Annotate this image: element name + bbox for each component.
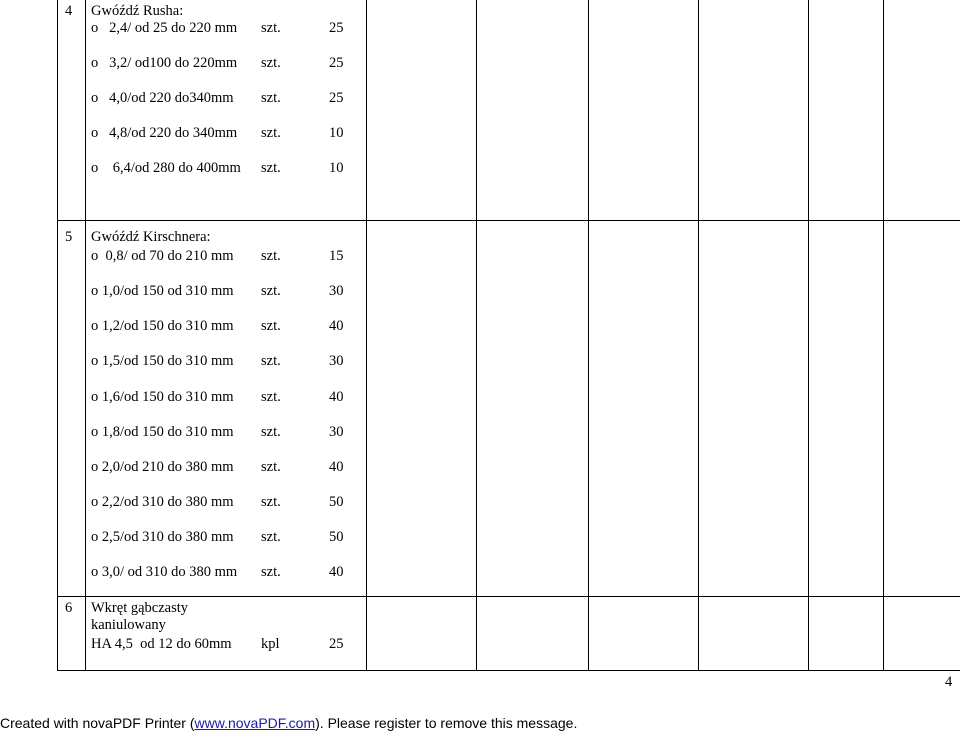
item-unit: szt. (261, 529, 281, 545)
item-quantity: 50 (329, 529, 344, 545)
page-number: 4 (945, 674, 953, 690)
item-unit: szt. (261, 564, 281, 580)
item-quantity: 10 (329, 125, 344, 141)
item-quantity: 40 (329, 564, 344, 580)
item-quantity: 40 (329, 318, 344, 334)
row-number: 5 (65, 229, 73, 245)
item-name: o 6,4/od 280 do 400mm (91, 160, 241, 176)
item-unit: szt. (261, 283, 281, 299)
item-name: o 1,2/od 150 do 310 mm (91, 318, 234, 334)
item-name: HA 4,5 od 12 do 60mm (91, 636, 232, 652)
item-name: o 3,2/ od100 do 220mm (91, 55, 238, 71)
item-unit: szt. (261, 125, 281, 141)
novapdf-link[interactable]: www.novaPDF.com (194, 715, 316, 731)
row-number: 4 (65, 3, 73, 19)
footer-suffix: ). Please register to remove this message. (315, 715, 578, 731)
item-name: o 0,8/ od 70 do 210 mm (91, 248, 234, 264)
item-name: o 4,8/od 220 do 340mm (91, 125, 238, 141)
item-group-title: kaniulowany (91, 617, 166, 633)
item-name: o 1,8/od 150 do 310 mm (91, 424, 234, 440)
item-group-title: Gwóźdź Rusha: (91, 3, 184, 19)
item-unit: szt. (261, 318, 281, 334)
column-divider (883, 0, 884, 670)
item-name: o 2,0/od 210 do 380 mm (91, 459, 234, 475)
column-divider (476, 0, 477, 670)
item-quantity: 30 (329, 424, 344, 440)
column-divider (588, 0, 589, 670)
item-unit: szt. (261, 353, 281, 369)
item-name: o 1,5/od 150 do 310 mm (91, 353, 234, 369)
item-unit: szt. (261, 424, 281, 440)
row-divider (58, 220, 960, 221)
item-name: o 2,2/od 310 do 380 mm (91, 494, 234, 510)
item-quantity: 25 (329, 636, 344, 652)
item-group-title: Wkręt gąbczasty (91, 600, 189, 616)
row-divider (58, 596, 960, 597)
item-name: o 1,6/od 150 do 310 mm (91, 389, 234, 405)
item-unit: szt. (261, 389, 281, 405)
item-quantity: 25 (329, 90, 344, 106)
footer-prefix: Created with novaPDF Printer ( (0, 715, 195, 731)
item-unit: szt. (261, 160, 281, 176)
item-unit: szt. (261, 55, 281, 71)
item-name: o 1,0/od 150 od 310 mm (91, 283, 234, 299)
item-group-title: Gwóźdź Kirschnera: (91, 229, 211, 245)
item-quantity: 25 (329, 20, 344, 36)
item-name: o 2,5/od 310 do 380 mm (91, 529, 234, 545)
item-name: o 3,0/ od 310 do 380 mm (91, 564, 238, 580)
item-quantity: 30 (329, 283, 344, 299)
item-name: o 2,4/ od 25 do 220 mm (91, 20, 238, 36)
item-quantity: 15 (329, 248, 344, 264)
item-unit: szt. (261, 248, 281, 264)
pdf-watermark-footer (0, 714, 577, 732)
item-unit: szt. (261, 90, 281, 106)
column-divider (85, 0, 86, 670)
item-name: o 4,0/od 220 do340mm (91, 90, 234, 106)
item-quantity: 40 (329, 459, 344, 475)
item-quantity: 40 (329, 389, 344, 405)
items-table (57, 0, 960, 671)
row-number: 6 (65, 600, 73, 616)
item-quantity: 30 (329, 353, 344, 369)
column-divider (698, 0, 699, 670)
item-quantity: 10 (329, 160, 344, 176)
item-unit: szt. (261, 459, 281, 475)
item-quantity: 50 (329, 494, 344, 510)
column-divider (808, 0, 809, 670)
item-unit: kpl (261, 636, 280, 652)
item-unit: szt. (261, 20, 281, 36)
column-divider (366, 0, 367, 670)
item-unit: szt. (261, 494, 281, 510)
item-quantity: 25 (329, 55, 344, 71)
